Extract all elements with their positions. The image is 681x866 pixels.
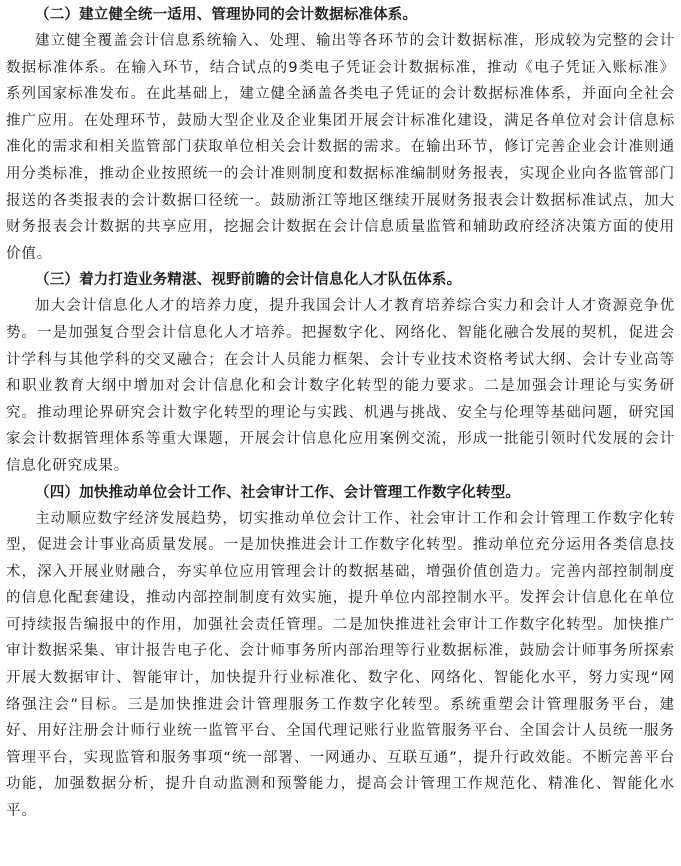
section-3 [6,267,675,479]
section-paragraph: 建立健全覆盖会计信息系统输入、处理、输出等各环节的会计数据标准，形成较为完整的会计数据标准体系。在输入环节，结合试点的9类电子凭证会计数据标准，推动《电子凭证入账标准》系列国家标准发布。在此基础上，建立健全涵盖各类电子凭证的会计数据标准体系，并面向全社会推广应用。在处理环节，鼓励大型企业及企业集团开展会计标准化建设，满足各单位对会计信息标准化的需求和相关监管部门获取单位相关会计数据的需求。在输出环节，修订完善企业会计准则通用分类标准，推动企业按照统一的会计准则制度和数据标准编制财务报表，实现企业向各监管部门报送的各类报表的会计数据口径统一。鼓励浙江等地区继续开展财务报表会计数据标准试点，加大财务报表会计数据的共享应用，挖掘会计数据在会计信息质量监管和辅助政府经济决策方面的使用价值。 [6,33,675,262]
section-2 [6,2,675,267]
section-heading: （二）建立健全统一适用、管理协同的会计数据标准体系。 [35,7,418,23]
section-heading: （四）加快推动单位会计工作、社会审计工作、会计管理工作数字化转型。 [35,484,521,501]
section-4 [6,480,675,825]
section-heading: （三）着力打造业务精湛、视野前瞻的会计信息化人才队伍体系。 [35,272,462,289]
section-paragraph: 加大会计信息化人才的培养力度，提升我国会计人才教育培养综合实力和会计人才资源竞争优势。一是加强复合型会计信息化人才培养。把握数字化、网络化、智能化融合发展的契机，促进会计学科与其他学科的交叉融合；在会计人员能力框架、会计专业技术资格考试大纲、会计专业高等和职业教育大纲中增加对会计信息化和会计数字化转型的能力要求。二是加强会计理论与实务研究。推动理论界研究会计数字化转型的理论与实践、机遇与挑战、安全与伦理等基础问题，研究国家会计数据管理体系等重大课题，开展会计信息化应用案例交流，形成一批能引领时代发展的会计信息化研究成果。 [6,298,675,474]
section-paragraph: 主动顺应数字经济发展趋势，切实推动单位会计工作、社会审计工作和会计管理工作数字化转型，促进会计事业高质量发展。一是加快推进会计工作数字化转型。推动单位充分运用各类信息技术，深入开展业财融合，夯实单位应用管理会计的数据基础，增强价值创造力。完善内部控制制度的信息化配套建设，推动内部控制制度有效实施，提升单位内部控制水平。发挥会计信息化在单位可持续报告编报中的作用，加强社会责任管理。二是加快推进社会审计工作数字化转型。加快推广审计数据采集、审计报告电子化、会计师事务所内部治理等行业数据标准，鼓励会计师事务所探索开展大数据审计、智能审计，加快提升行业标准化、数字化、网络化、智能化水平，努力实现“网络强注会”目标。三是加快推进会计管理服务工作数字化转型。系统重塑会计管理服务平台，建好、用好注册会计师行业统一监管平台、全国代理记账行业监管服务平台、全国会计人员统一服务管理平台，实现监管和服务事项“统一部署、一网通办、互联互通”，提升行政效能。不断完善平台功能，加强数据分析，提升自动监测和预警能力，提高会计管理工作规范化、精准化、智能化水平。 [6,510,675,820]
